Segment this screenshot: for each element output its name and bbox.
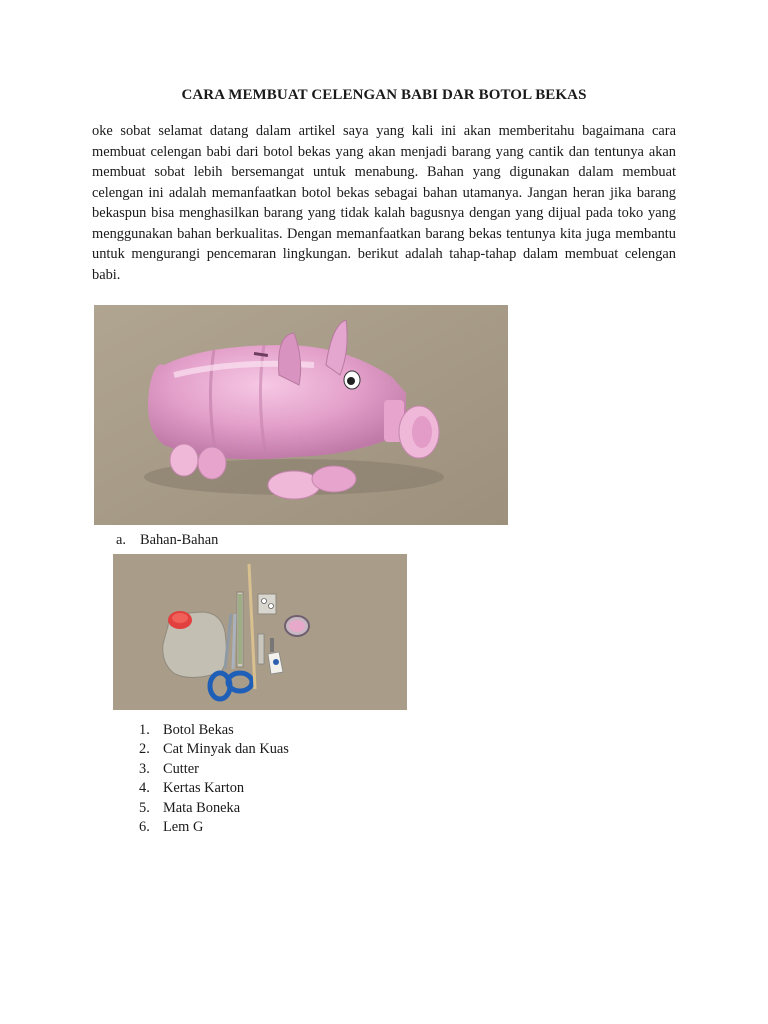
- list-number: 6.: [139, 819, 150, 836]
- list-number: 1.: [139, 722, 150, 738]
- list-number: 3.: [139, 760, 150, 777]
- list-number: 2.: [139, 741, 150, 758]
- list-label: Mata Boneka: [163, 799, 241, 816]
- list-number: 4.: [139, 780, 150, 797]
- document-title: CARA MEMBUAT CELENGAN BABI DAR BOTOL BEKAS: [181, 87, 587, 103]
- materials-list: [139, 721, 289, 837]
- piggy-bank-photo: [94, 305, 508, 525]
- list-item: [139, 779, 289, 798]
- list-item: [139, 799, 289, 818]
- section-heading-text: Bahan-Bahan: [140, 532, 219, 548]
- list-number: 5.: [139, 799, 150, 816]
- list-item: [139, 760, 289, 779]
- list-item: [139, 721, 289, 740]
- section-heading-materials: [116, 532, 218, 549]
- list-label: Kertas Karton: [163, 780, 245, 797]
- section-marker: a.: [116, 532, 126, 548]
- list-label: Cutter: [163, 760, 199, 777]
- list-label: Botol Bekas: [163, 722, 234, 738]
- list-label: Cat Minyak dan Kuas: [163, 741, 289, 758]
- list-item: [139, 740, 289, 759]
- materials-photo: [113, 554, 407, 710]
- piggy-bank-illustration: [94, 305, 508, 525]
- bottle-icon: [163, 611, 227, 678]
- list-item: [139, 818, 289, 837]
- intro-paragraph: oke sobat selamat datang dalam artikel saya yang kali ini akan memberitahu bagaimana cara membuat celengan babi dari botol bekas yang akan menjadi barang yang cantik dan tentunya akan membuat sobat lebih bersemangat untuk menabung. Bahan yang digunakan dalam membuat celengan ini adalah memanfaatkan botol bekas sebagai bahan utamanya. Jangan heran jika barang bekaspun bisa menghasilkan barang yang tidak kalah bagusnya dengan yang dijual pada toko yang menggunakan bahan berkualitas. Dengan memanfaatkan barang bekas tentunya kita juga membantu untuk mengurangi pencemaran lingkungan. berikut adalah tahap-tahap dalam membuat celengan babi.: [92, 123, 676, 283]
- list-label: Lem G: [163, 819, 204, 836]
- materials-illustration: [113, 554, 407, 710]
